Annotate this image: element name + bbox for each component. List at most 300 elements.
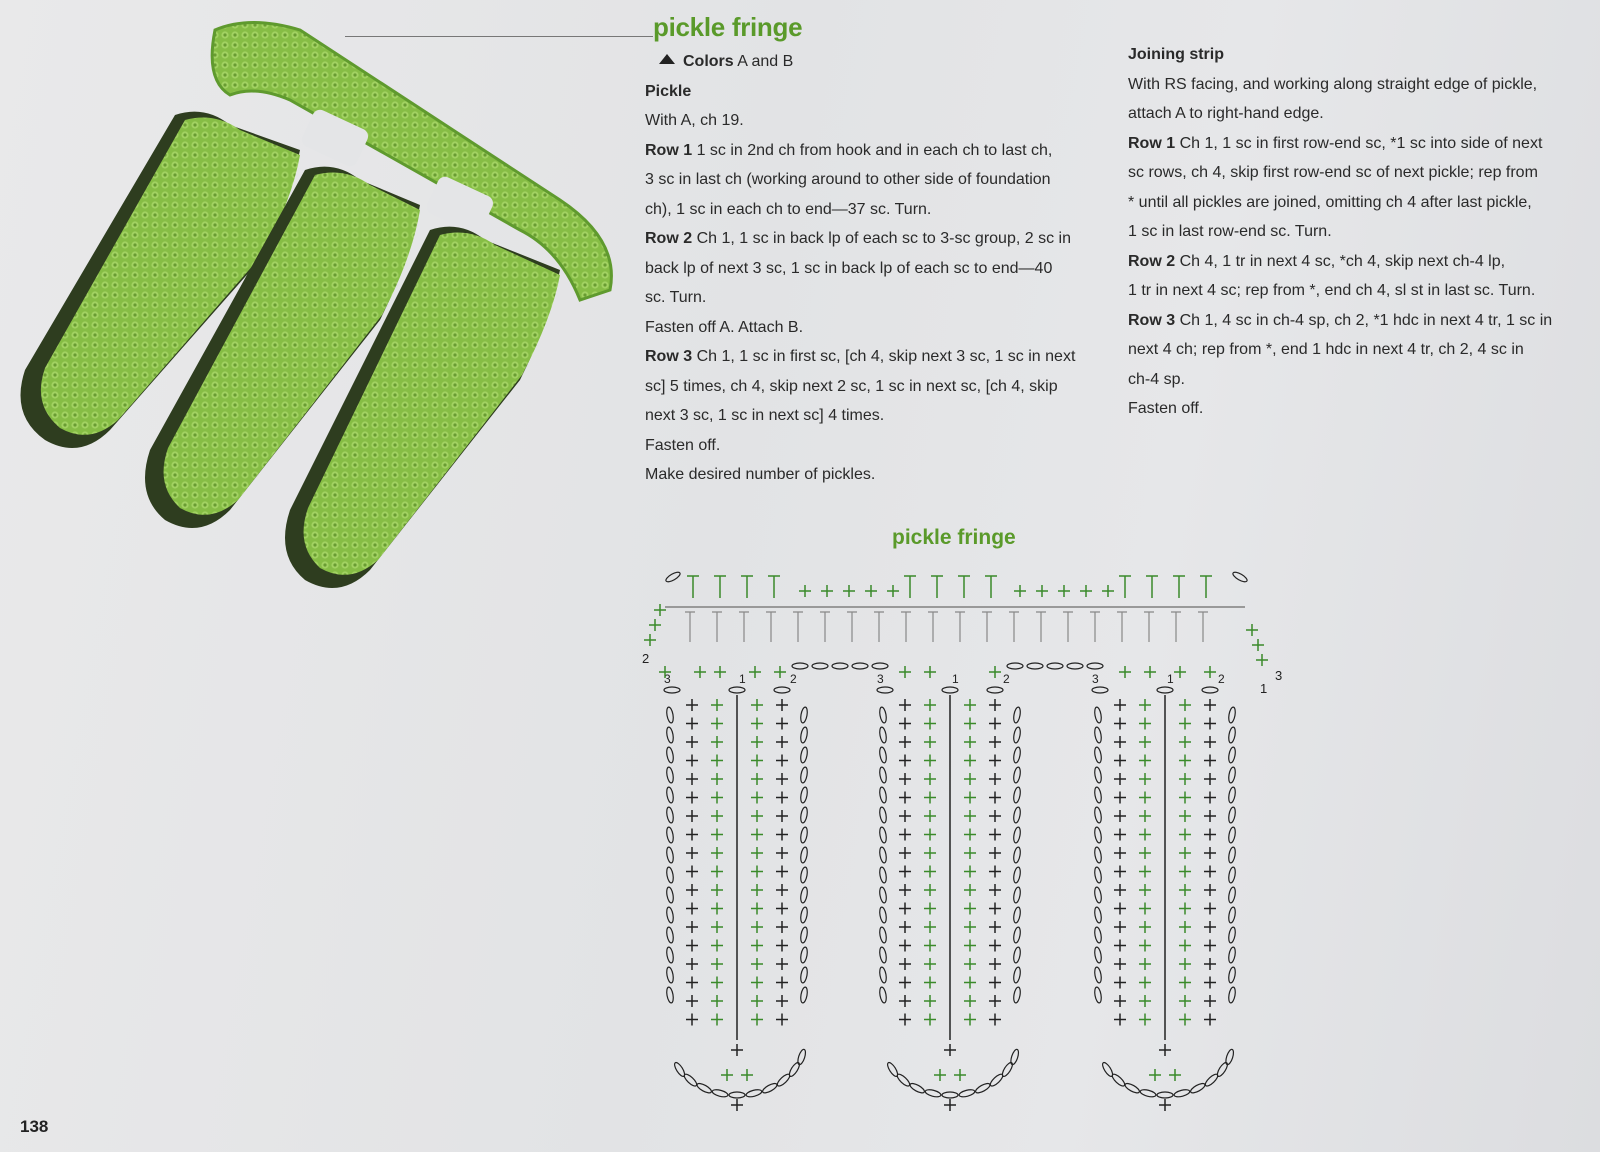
chain-symbol [666,727,675,744]
sc-symbol [1204,847,1216,859]
chain-symbol [1204,1072,1220,1087]
row-number: 1 [739,672,746,686]
row-number: 2 [1218,672,1225,686]
sc-symbol [686,1014,698,1026]
sc-symbol [686,718,698,730]
j-row2-label: Row 2 [1128,252,1176,270]
sc-symbol [1114,773,1126,785]
sc-symbol [989,940,1001,952]
chain-symbol [1094,847,1103,864]
sc-symbol [776,718,788,730]
tr-symbol [687,576,699,598]
sc-symbol [751,958,763,970]
sc-symbol [1114,829,1126,841]
chain-symbol [942,687,958,693]
chain-symbol [1047,663,1063,669]
chain-symbol [1094,927,1103,944]
sc-symbol [1139,903,1151,915]
sc-symbol [899,736,911,748]
sc-symbol [989,699,1001,711]
tr-symbol [931,576,943,598]
chain-symbol [1087,663,1103,669]
sc-symbol [989,810,1001,822]
sc-symbol [1179,755,1191,767]
sc-symbol [1179,829,1191,841]
sc-symbol [964,958,976,970]
page-number: 138 [20,1117,49,1136]
sc-symbol [1114,977,1126,989]
sc-symbol [924,736,936,748]
sc-symbol [964,940,976,952]
sc-symbol [1114,884,1126,896]
sc-symbol [1204,1014,1216,1026]
sc-symbol [711,810,723,822]
chain-symbol [1157,687,1173,693]
sc-symbol [1139,866,1151,878]
sc-symbol [1179,847,1191,859]
sc-symbol [964,755,976,767]
chain-symbol [1067,663,1083,669]
hdc-symbol [928,612,938,642]
chain-symbol [1013,907,1022,924]
sc-symbol [711,884,723,896]
chain-symbol [879,847,888,864]
sc-symbol [1159,1044,1171,1056]
row-number: 3 [1092,672,1099,686]
sc-symbol [899,773,911,785]
sc-symbol [1080,585,1092,597]
chain-symbol [666,907,675,924]
sc-symbol [1204,773,1216,785]
sc-symbol [1179,903,1191,915]
sc-symbol [686,977,698,989]
sc-symbol [924,884,936,896]
sc-symbol [776,736,788,748]
sc-symbol [686,792,698,804]
chain-symbol [666,867,675,884]
chain-symbol [666,747,675,764]
sc-symbol [899,903,911,915]
sc-symbol [924,866,936,878]
sc-symbol [711,995,723,1007]
sc-symbol [1204,866,1216,878]
sc-symbol [774,666,786,678]
sc-symbol [964,921,976,933]
chain-symbol [1094,987,1103,1004]
chain-symbol [877,687,893,693]
sc-symbol [964,884,976,896]
hdc-symbol [793,612,803,642]
sc-symbol [924,921,936,933]
sc-symbol [1114,903,1126,915]
chain-symbol [1013,927,1022,944]
chain-symbol [792,663,808,669]
sc-symbol [711,736,723,748]
sc-symbol [711,718,723,730]
sc-symbol [924,1014,936,1026]
row1-label: Row 1 [645,141,693,159]
sc-symbol [964,829,976,841]
sc-symbol [1139,940,1151,952]
sc-symbol [924,940,936,952]
chain-symbol [1124,1082,1141,1095]
sc-symbol [899,940,911,952]
chain-symbol [666,787,675,804]
sc-symbol [1204,810,1216,822]
hdc-symbol [820,612,830,642]
j-row1-text: Ch 1, 1 sc in first row-end sc, *1 sc into side of next [1175,134,1543,152]
sc-symbol [924,810,936,822]
sc-symbol [899,699,911,711]
chain-symbol [879,867,888,884]
sc-symbol [989,829,1001,841]
sc-symbol [989,736,1001,748]
chain-symbol [729,1092,745,1098]
sc-symbol [1014,585,1026,597]
hdc-symbol [847,612,857,642]
chain-symbol [879,727,888,744]
sc-symbol [924,718,936,730]
sc-symbol [821,585,833,597]
j-row3-line-3: ch-4 sp. [1128,370,1185,388]
sc-symbol [964,792,976,804]
sc-symbol [1204,718,1216,730]
sc-symbol [751,903,763,915]
chain-symbol [800,787,809,804]
chain-symbol [1232,570,1249,583]
chain-symbol [1013,707,1022,724]
chain-symbol [666,767,675,784]
chain-symbol [666,887,675,904]
chain-symbol [1013,767,1022,784]
chain-symbol [800,967,809,984]
tr-symbol [714,576,726,598]
hdc-symbol [901,612,911,642]
page-title: pickle fringe [653,12,803,42]
chain-symbol [987,687,1003,693]
sc-symbol [711,1014,723,1026]
tr-symbol [1200,576,1212,598]
sc-symbol [1139,718,1151,730]
tr-symbol [741,576,753,598]
chain-symbol [989,1072,1005,1087]
chain-symbol [879,927,888,944]
chain-symbol [886,1061,900,1078]
hdc-symbol [1009,612,1019,642]
chain-symbol [800,847,809,864]
chain-symbol [774,687,790,693]
sc-symbol [686,940,698,952]
chain-symbol [1189,1082,1206,1095]
strip-row-number: 3 [1275,668,1283,683]
row3-line-2: sc] 5 times, ch 4, skip next 2 sc, 1 sc in next sc, [ch 4, skip [645,377,1058,395]
sc-symbol [644,634,656,646]
sc-symbol [1204,829,1216,841]
sc-symbol [751,773,763,785]
row-number: 1 [1167,672,1174,686]
chain-symbol [925,1088,942,1098]
sc-symbol [1139,884,1151,896]
sc-symbol [934,1069,946,1081]
j-row1-label: Row 1 [1128,134,1176,152]
sc-symbol [964,810,976,822]
sc-symbol [1139,755,1151,767]
diagram-title: pickle fringe [892,526,1016,549]
sc-symbol [843,585,855,597]
chain-symbol [1228,847,1237,864]
sc-symbol [776,1014,788,1026]
chain-symbol [1228,987,1237,1004]
sc-symbol [1139,921,1151,933]
sc-symbol [776,884,788,896]
tr-symbol [958,576,970,598]
hdc-symbol [874,612,884,642]
j-row3-label: Row 3 [1128,311,1176,329]
sc-symbol [899,718,911,730]
chain-symbol [879,787,888,804]
sc-symbol [1204,699,1216,711]
sc-symbol [989,773,1001,785]
sc-symbol [776,995,788,1007]
sc-symbol [1179,921,1191,933]
hdc-symbol [1198,612,1208,642]
pickle-heading: Pickle [645,82,692,100]
sc-symbol [686,810,698,822]
chain-symbol [879,707,888,724]
chain-symbol [666,967,675,984]
chain-symbol [1013,827,1022,844]
sc-symbol [751,995,763,1007]
sc-symbol [964,699,976,711]
sc-symbol [964,718,976,730]
sc-symbol [711,977,723,989]
sc-symbol [751,940,763,952]
sc-symbol [964,1014,976,1026]
sc-symbol [1204,977,1216,989]
chain-symbol [800,747,809,764]
row1-line-3: ch), 1 sc in each ch to end—37 sc. Turn. [645,200,932,218]
j-row3-text: Ch 1, 4 sc in ch-4 sp, ch 2, *1 hdc in next 4 tr, 1 sc in [1175,311,1553,329]
sc-symbol [1058,585,1070,597]
sc-symbol [749,666,761,678]
sc-symbol [714,666,726,678]
sc-symbol [964,903,976,915]
hdc-symbol [955,612,965,642]
sc-symbol [1204,884,1216,896]
sc-symbol [1114,718,1126,730]
sc-symbol [964,995,976,1007]
j-row3-line-2: next 4 ch; rep from *, end 1 hdc in next 4 tr, ch 2, 4 sc in [1128,341,1524,358]
chain-symbol [1013,787,1022,804]
chain-symbol [1094,967,1103,984]
sc-symbol [1246,624,1258,636]
chain-symbol [1228,727,1237,744]
tr-symbol [1119,576,1131,598]
sc-symbol [751,1014,763,1026]
chain-symbol [1228,927,1237,944]
sc-symbol [1204,755,1216,767]
j-row1-line-3: * until all pickles are joined, omitting ch 4 after last pickle, [1128,193,1532,211]
sc-symbol [1169,1069,1181,1081]
chain-symbol [1228,907,1237,924]
joining-intro-1: With RS facing, and working along straight edge of pickle, [1128,75,1538,93]
sc-symbol [711,773,723,785]
sc-symbol [899,792,911,804]
j-row2-line-2: 1 tr in next 4 sc; rep from *, end ch 4, sl st in last sc. Turn. [1128,282,1536,299]
sc-symbol [924,773,936,785]
sc-symbol [964,847,976,859]
j-row1-line-4: 1 sc in last row-end sc. Turn. [1128,223,1332,240]
chain-symbol [800,867,809,884]
row3-label: Row 3 [645,348,693,365]
sc-symbol [899,977,911,989]
chain-symbol [1157,1092,1173,1098]
sc-symbol [1179,792,1191,804]
sc-symbol [1139,977,1151,989]
sc-symbol [1204,958,1216,970]
chain-symbol [1013,807,1022,824]
sc-symbol [899,1014,911,1026]
colors-value: A and B [733,53,794,70]
sc-symbol [924,755,936,767]
sc-symbol [1139,958,1151,970]
chain-symbol [958,1088,975,1098]
row1-line-2: 3 sc in last ch (working around to other side of foundation [645,171,1051,188]
chain-symbol [1094,887,1103,904]
chain-symbol [666,707,675,724]
row3-line-3: next 3 sc, 1 sc in next sc] 4 times. [645,407,885,424]
hdc-symbol [1090,612,1100,642]
row-number: 3 [877,672,884,686]
chain-symbol [1228,887,1237,904]
row-number: 1 [952,672,959,686]
chain-symbol [1140,1088,1157,1098]
tr-symbol [1146,576,1158,598]
hdc-symbol [685,612,695,642]
sc-symbol [711,847,723,859]
sc-symbol [1114,995,1126,1007]
sc-symbol [899,810,911,822]
sc-symbol [686,847,698,859]
row2-line-2: back lp of next 3 sc, 1 sc in back lp of each sc to end—40 [645,259,1053,277]
sc-symbol [989,958,1001,970]
chain-symbol [666,947,675,964]
sc-symbol [1179,773,1191,785]
fasten-a-line: Fasten off A. Attach B. [645,318,804,336]
sc-symbol [776,810,788,822]
chain-symbol [673,1061,687,1078]
sc-symbol [1114,866,1126,878]
chain-symbol [879,807,888,824]
chain-symbol [942,1092,958,1098]
sc-symbol [899,829,911,841]
chain-symbol [879,767,888,784]
chain-symbol [800,827,809,844]
hdc-symbol [1171,612,1181,642]
row2-line-3: sc. Turn. [645,289,707,306]
chain-symbol [666,827,675,844]
sc-symbol [1179,995,1191,1007]
sc-symbol [654,604,666,616]
sc-symbol [924,829,936,841]
chain-symbol [879,907,888,924]
hdc-symbol [982,612,992,642]
chain-symbol [1013,867,1022,884]
chain-symbol [879,967,888,984]
sc-symbol [1114,699,1126,711]
row2-label: Row 2 [645,230,693,247]
sc-symbol [751,699,763,711]
chain-symbol [879,887,888,904]
chain-symbol [879,987,888,1004]
chain-symbol [1228,707,1237,724]
sc-symbol [964,773,976,785]
sc-symbol [751,792,763,804]
sc-symbol [686,829,698,841]
row-number: 2 [790,672,797,686]
sc-symbol [686,995,698,1007]
sc-symbol [989,718,1001,730]
sc-symbol [1179,1014,1191,1026]
joining-intro-2: attach A to right-hand edge. [1128,105,1324,122]
sc-symbol [686,958,698,970]
sc-symbol [649,619,661,631]
chain-symbol [879,747,888,764]
chain-symbol [800,907,809,924]
sc-symbol [711,958,723,970]
chain-symbol [1013,947,1022,964]
sc-symbol [721,1069,733,1081]
sc-symbol [1139,699,1151,711]
sc-symbol [1144,666,1156,678]
chain-symbol [712,1088,729,1098]
chain-symbol [729,687,745,693]
sc-symbol [711,829,723,841]
sc-symbol [989,903,1001,915]
sc-symbol [776,866,788,878]
chain-symbol [1013,887,1022,904]
sc-symbol [776,829,788,841]
chain-symbol [1013,967,1022,984]
sc-symbol [751,755,763,767]
chain-symbol [800,987,809,1004]
sc-symbol [1114,736,1126,748]
sc-symbol [899,755,911,767]
sc-symbol [751,810,763,822]
sc-symbol [865,585,877,597]
strip-row-number: 1 [1260,681,1268,696]
chain-symbol [664,687,680,693]
sc-symbol [1114,921,1126,933]
sc-symbol [964,977,976,989]
sc-symbol [989,792,1001,804]
sc-symbol [989,884,1001,896]
sc-symbol [944,1099,956,1111]
sc-symbol [751,847,763,859]
sc-symbol [686,736,698,748]
chain-symbol [879,827,888,844]
sc-symbol [1204,736,1216,748]
sc-symbol [1114,847,1126,859]
sc-symbol [989,1014,1001,1026]
sc-symbol [1174,666,1186,678]
sc-symbol [1114,958,1126,970]
sc-symbol [1139,773,1151,785]
chain-symbol [974,1082,991,1095]
sc-symbol [1179,736,1191,748]
sc-symbol [1179,940,1191,952]
chain-symbol [1094,747,1103,764]
